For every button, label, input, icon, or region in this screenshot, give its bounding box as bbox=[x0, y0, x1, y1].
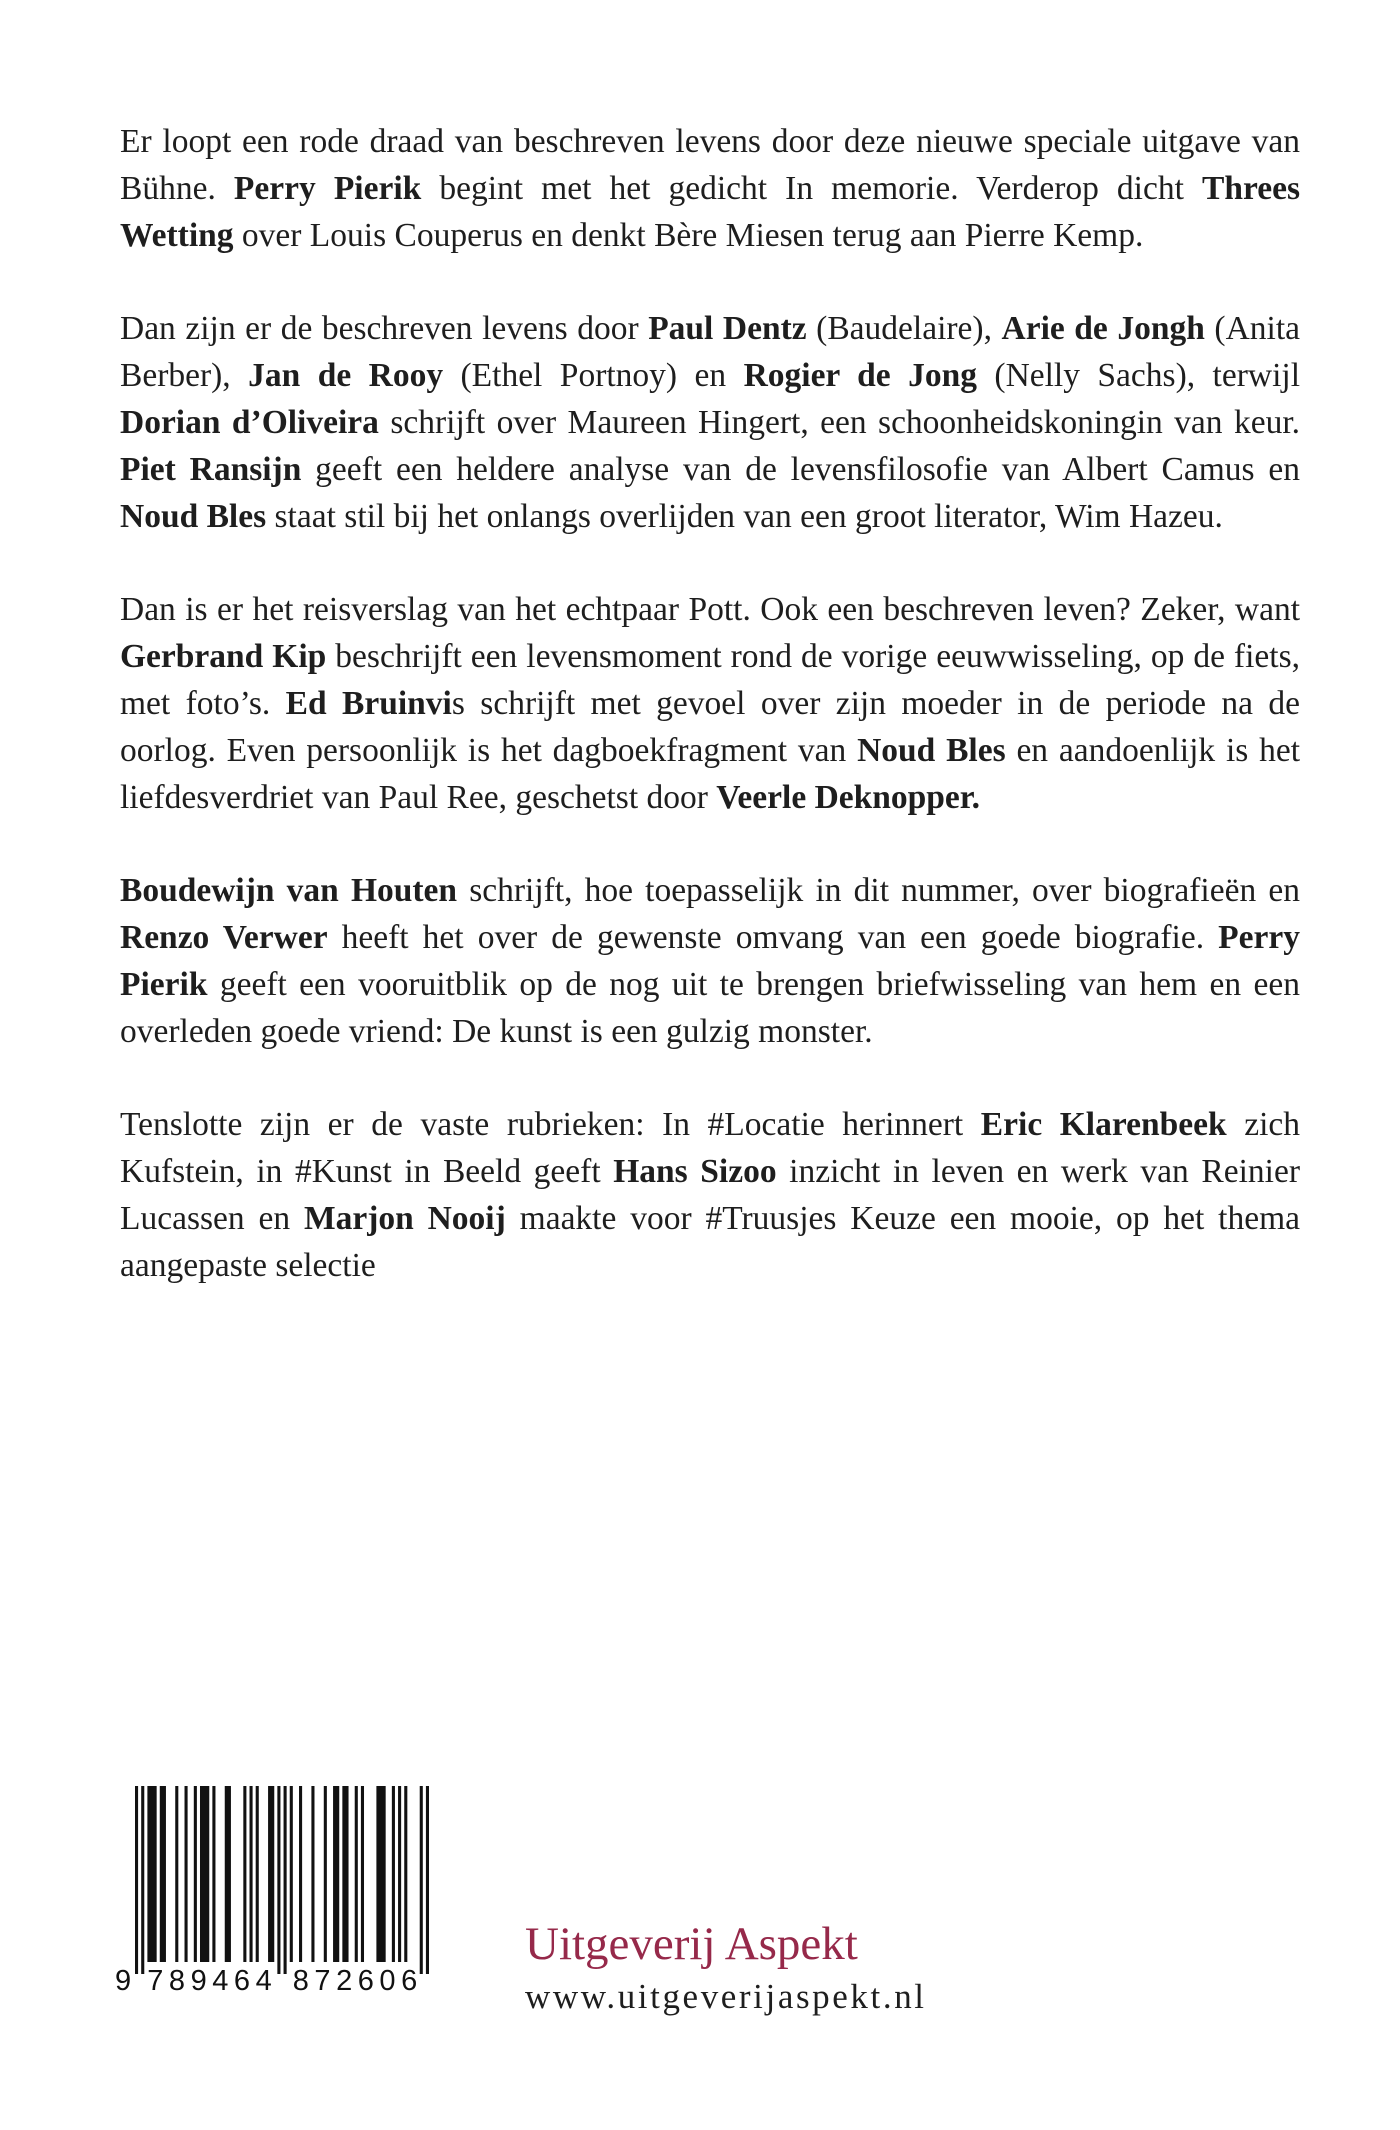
barcode-bar bbox=[324, 1786, 327, 1962]
blurb-text: geeft een vooruitblik op de nog uit te brengen briefwisseling van hem en een overleden goede vriend: De kunst is een gulzig monster. bbox=[120, 966, 1300, 1050]
author-name: Rogier de Jong bbox=[743, 357, 977, 394]
author-name: Piet Ransijn bbox=[120, 451, 302, 488]
author-name: Gerbrand Kip bbox=[120, 638, 327, 675]
blurb-text: begint met het gedicht In memorie. Verderop dicht bbox=[421, 170, 1202, 207]
barcode-bars bbox=[113, 1786, 433, 1962]
barcode-bar bbox=[342, 1786, 348, 1962]
isbn-number bbox=[113, 1962, 433, 2000]
isbn-digit: 7 bbox=[147, 1965, 164, 1997]
blurb-text: staat stil bij het onlangs overlijden van een groot literator, Wim Hazeu. bbox=[266, 498, 1223, 535]
blurb-paragraph-4 bbox=[120, 867, 1300, 1055]
isbn-digit: 9 bbox=[115, 1965, 132, 1997]
author-name: Noud Bles bbox=[120, 498, 267, 535]
author-name: Hans Sizoo bbox=[613, 1153, 777, 1190]
barcode-bar bbox=[299, 1786, 302, 1962]
barcode-bar bbox=[376, 1786, 385, 1962]
blurb-paragraph-3 bbox=[120, 586, 1300, 821]
barcode-bar bbox=[361, 1786, 364, 1962]
blurb-text: s schrijft met gevoel over zijn moeder in de periode na de oorlog. Even persoonlijk is het dagboekfragment van bbox=[120, 685, 1301, 769]
blurb-text: zich Kufstein, in #Kunst in Beeld geeft bbox=[120, 1106, 1301, 1190]
blurb-text: Dan is er het reisverslag van het echtpaar Pott. Ook een beschreven leven? Zeker, want bbox=[120, 591, 1300, 628]
publisher-website: www.uitgeverijaspekt.nl bbox=[525, 1977, 927, 2016]
blurb-text: Er loopt een rode draad van beschreven levens door deze nieuwe speciale uitgave van Bühne. bbox=[120, 123, 1300, 207]
author-name: Paul Dentz bbox=[648, 310, 807, 347]
barcode-bar bbox=[185, 1786, 188, 1962]
author-name: Arie de Jongh bbox=[1001, 310, 1205, 347]
author-name: Boudewijn van Houten bbox=[120, 872, 458, 909]
barcode-bar bbox=[277, 1786, 280, 1974]
author-name: Renzo Verwer bbox=[120, 919, 328, 956]
barcode-bar bbox=[135, 1786, 138, 1974]
blurb-text: over Louis Couperus en denkt Bère Miesen terug aan Pierre Kemp. bbox=[233, 217, 1144, 254]
author-name: Ed Bruinvi bbox=[285, 685, 452, 722]
barcode-bar bbox=[355, 1786, 358, 1962]
blurb-text: schrijft, hoe toepasselijk in dit nummer, over biografieën en bbox=[457, 872, 1300, 909]
isbn-digit: 0 bbox=[379, 1965, 396, 1997]
blurb-text: maakte voor #Truusjes Keuze een mooie, op het thema aangepaste selectie bbox=[120, 1200, 1300, 1284]
barcode-bar bbox=[420, 1786, 423, 1974]
barcode-bar bbox=[243, 1786, 246, 1962]
barcode-bar bbox=[426, 1786, 429, 1974]
isbn-digit: 2 bbox=[336, 1965, 353, 1997]
blurb-text: heeft het over de gewenste omvang van een goede biografie. bbox=[327, 919, 1219, 956]
isbn-digit: 8 bbox=[292, 1965, 309, 1997]
blurb-text: (Nelly Sachs), terwijl bbox=[976, 357, 1301, 394]
barcode-bar bbox=[200, 1786, 209, 1962]
barcode-bar bbox=[141, 1786, 144, 1974]
back-cover-blurb bbox=[120, 118, 1300, 1335]
blurb-paragraph-2 bbox=[120, 305, 1300, 540]
barcode-bar bbox=[311, 1786, 314, 1962]
barcode-bar bbox=[212, 1786, 215, 1962]
isbn-digit: 7 bbox=[314, 1965, 331, 1997]
isbn-digit: 4 bbox=[255, 1965, 272, 1997]
barcode-bar bbox=[404, 1786, 407, 1962]
author-name: Marjon Nooij bbox=[303, 1200, 506, 1237]
barcode-bar bbox=[175, 1786, 178, 1962]
barcode-bar bbox=[398, 1786, 401, 1962]
blurb-text: inzicht in leven en werk van Reinier Lucassen en bbox=[120, 1153, 1300, 1237]
barcode-bar bbox=[268, 1786, 274, 1962]
author-name: Veerle Deknopper. bbox=[716, 779, 980, 816]
blurb-paragraph-5 bbox=[120, 1101, 1300, 1289]
isbn-digit: 6 bbox=[233, 1965, 251, 1997]
isbn-digit: 6 bbox=[401, 1965, 418, 1997]
isbn-digit: 6 bbox=[357, 1965, 374, 1997]
author-name: Noud Bles bbox=[857, 732, 1006, 769]
blurb-text: geeft een heldere analyse van de levensfilosofie van Albert Camus en bbox=[301, 451, 1301, 488]
barcode-bar bbox=[194, 1786, 197, 1962]
barcode-bar bbox=[284, 1786, 287, 1974]
blurb-text: (Baudelaire), bbox=[806, 310, 1002, 347]
barcode-bar bbox=[256, 1786, 259, 1962]
isbn-digit: 9 bbox=[190, 1965, 207, 1997]
barcode-bar bbox=[290, 1786, 293, 1962]
barcode-bar bbox=[147, 1786, 156, 1962]
author-name: Jan de Rooy bbox=[248, 357, 444, 394]
blurb-text: (Anita Berber), bbox=[120, 310, 1301, 394]
author-name: Eric Klarenbeek bbox=[980, 1106, 1227, 1143]
author-name: Threes Wetting bbox=[120, 170, 1300, 254]
isbn-barcode bbox=[113, 1786, 433, 2000]
publisher-name: Uitgeverij Aspekt bbox=[525, 1918, 858, 1970]
barcode-bar bbox=[392, 1786, 395, 1962]
blurb-text: Dan zijn er de beschreven levens door bbox=[120, 310, 649, 347]
blurb-text: (Ethel Portnoy) en bbox=[443, 357, 744, 394]
blurb-text: beschrijft een levensmoment rond de vorige eeuwwisseling, op de fiets, met foto’s. bbox=[120, 638, 1300, 722]
blurb-text: schrijft over Maureen Hingert, een schoonheidskoningin van keur. bbox=[378, 404, 1300, 441]
blurb-paragraph-1 bbox=[120, 118, 1300, 259]
barcode-bar bbox=[160, 1786, 166, 1962]
author-name: Perry Pierik bbox=[120, 919, 1300, 1003]
isbn-digit: 8 bbox=[168, 1965, 186, 1997]
isbn-digit: 4 bbox=[212, 1965, 229, 1997]
author-name: Perry Pierik bbox=[233, 170, 422, 207]
barcode-bar bbox=[250, 1786, 253, 1962]
blurb-text: en aandoenlijk is het liefdesverdriet van Paul Ree, geschetst door bbox=[120, 732, 1301, 816]
barcode-bar bbox=[225, 1786, 231, 1962]
blurb-text: Tenslotte zijn er de vaste rubrieken: In #Locatie herinnert bbox=[120, 1106, 981, 1143]
barcode-bar bbox=[333, 1786, 339, 1962]
author-name: Dorian d’Oliveira bbox=[120, 404, 379, 441]
